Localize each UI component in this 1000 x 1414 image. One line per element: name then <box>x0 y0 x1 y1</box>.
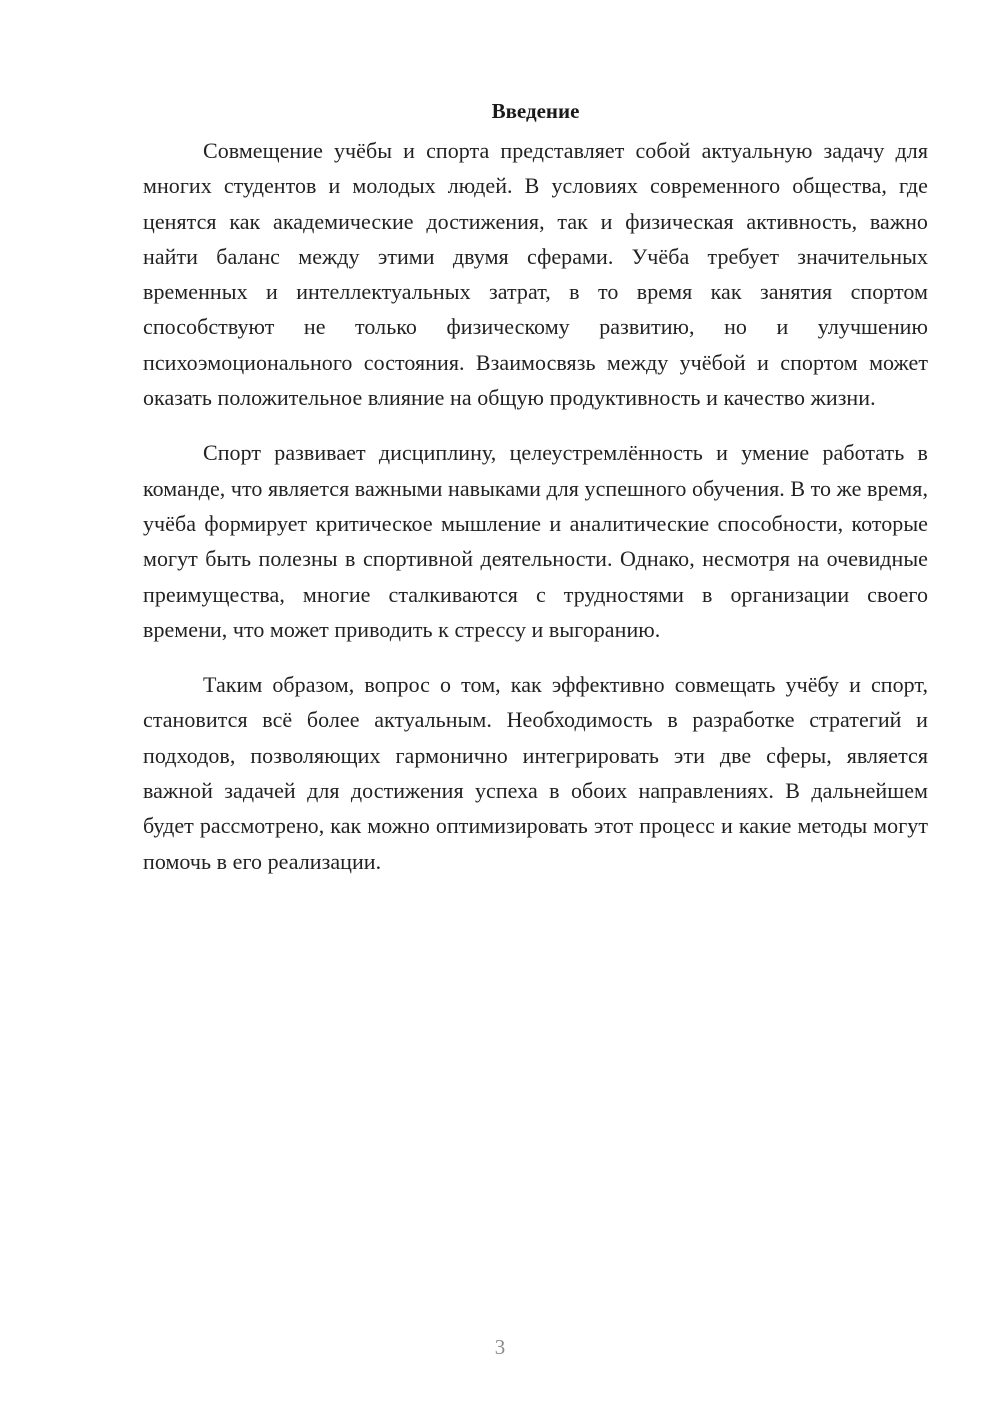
document-body <box>143 96 928 899</box>
paragraph-2: Спорт развивает дисциплину, целеустремлённость и умение работать в команде, что является важными навыками для успешного обучения. В то же время, учёба формирует критическое мышление и аналитические способности, которые могут быть полезны в спортивной деятельности. Однако, несмотря на очевидные преимущества, многие сталкиваются с трудностями в организации своего времени, что может приводить к стрессу и выгоранию. <box>143 440 928 642</box>
page-number: 3 <box>494 1335 506 1359</box>
section-heading: Введение <box>491 99 580 123</box>
paragraph-3: Таким образом, вопрос о том, как эффективно совмещать учёбу и спорт, становится всё более актуальным. Необходимость в разработке стратегий и подходов, позволяющих гармонично интегрировать эти две сферы, является важной задачей для достижения успеха в обоих направлениях. В дальнейшем будет рассмотрено, как можно оптимизировать этот процесс и какие методы могут помочь в его реализации. <box>143 672 928 874</box>
paragraph-1: Совмещение учёбы и спорта представляет собой актуальную задачу для многих студентов и молодых людей. В условиях современного общества, где ценятся как академические достижения, так и физическая активность, важно найти баланс между этими двумя сферами. Учёба требует значительных временных и интеллектуальных затрат, в то время как занятия спортом способствуют не только физическому развитию, но и улучшению психоэмоционального состояния. Взаимосвязь между учёбой и спортом может оказать положительное влияние на общую продуктивность и качество жизни. <box>143 138 928 411</box>
